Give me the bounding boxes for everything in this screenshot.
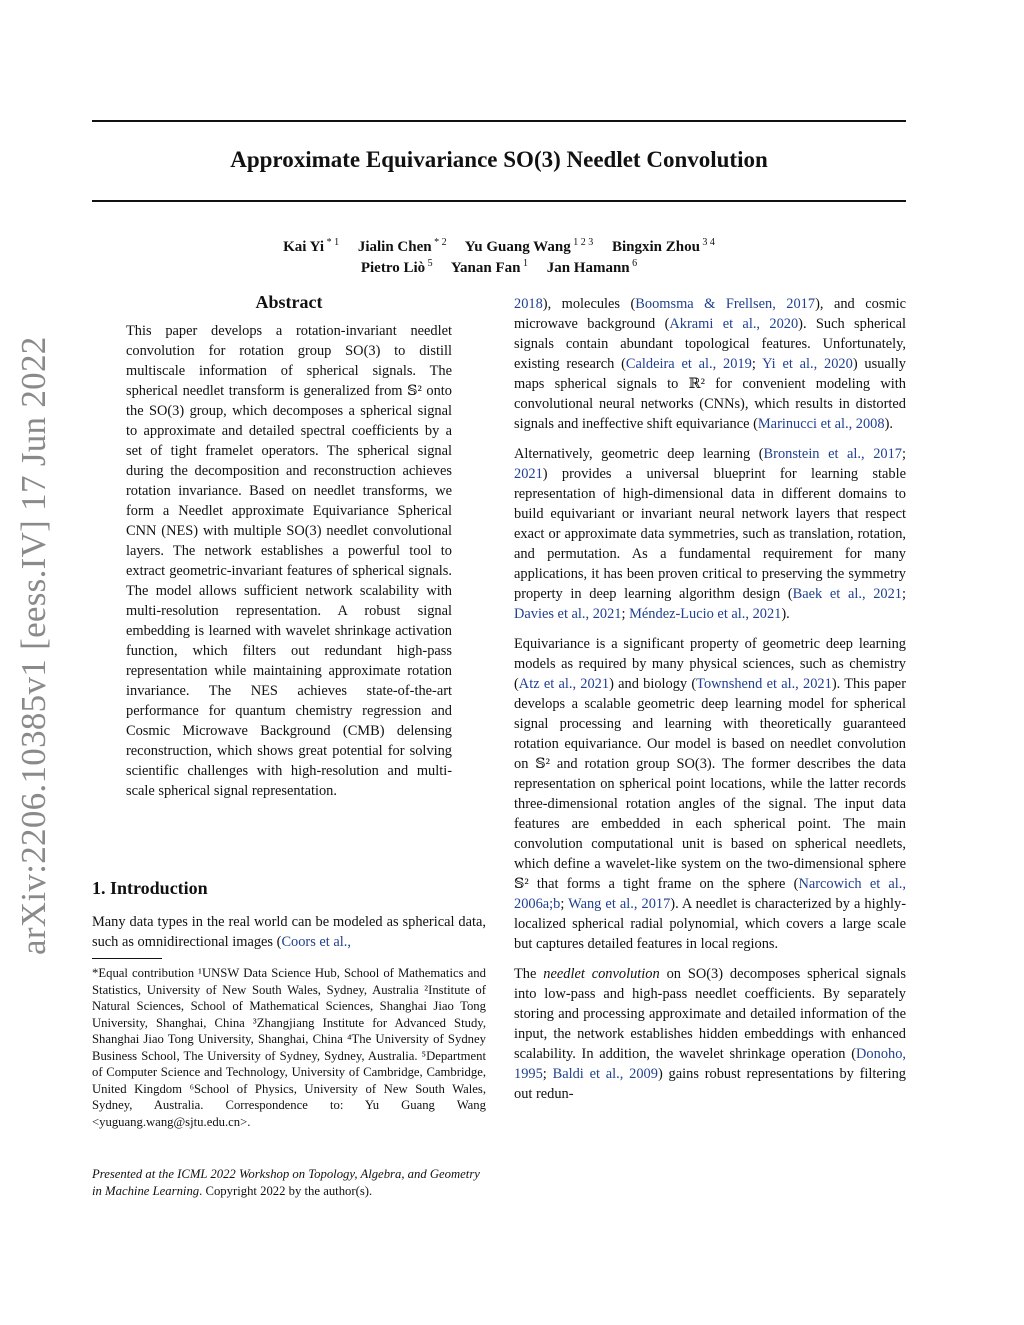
citation-link[interactable]: Bronstein et al., 2017 bbox=[763, 446, 902, 462]
author-affiliation: * 1 bbox=[324, 237, 340, 248]
author-name: Yu Guang Wang bbox=[464, 239, 571, 255]
text-run: ). bbox=[884, 416, 893, 432]
top-rule bbox=[92, 120, 906, 122]
citation-link[interactable]: Townshend et al., 2021 bbox=[696, 676, 832, 692]
arxiv-stamp: arXiv:2206.10385v1 [eess.IV] 17 Jun 2022 bbox=[14, 336, 53, 955]
citation-link[interactable]: Donoho, 1995 bbox=[514, 1046, 906, 1082]
text-run: ; bbox=[542, 1066, 553, 1082]
text-run: ), and cosmic microwave background ( bbox=[514, 296, 906, 332]
citation-link[interactable]: Atz et al., 2021 bbox=[518, 676, 610, 692]
right-column bbox=[514, 294, 906, 1114]
citation-link[interactable]: Baek et al., 2021 bbox=[792, 586, 903, 602]
paragraph bbox=[514, 444, 906, 624]
author-name: Pietro Liò bbox=[360, 260, 426, 276]
citation-link[interactable]: Wang et al., 2017 bbox=[568, 896, 671, 912]
text-run: ). Such spherical signals contain abundant topological features. Unfortunately, existing research ( bbox=[514, 316, 907, 372]
author-name: Jan Hamann bbox=[546, 260, 630, 276]
text-run: ). bbox=[781, 606, 790, 622]
text-run: on SO(3) decomposes spherical signals into low-pass and high-pass needlet coefficients. By separately storing and processing approximate and detailed information of the input, the network establishes hidden embeddings with enhanced scalability. In addition, the wavelet shrinkage operation ( bbox=[514, 966, 906, 1062]
abstract-text: This paper develops a rotation-invariant needlet convolution for rotation group SO(3) to distill multiscale information of spherical signals. The spherical needlet transform is generalized from 𝕊² onto the SO(3) group, which decomposes a spherical signal to approximate and detailed spectral coefficients by a set of tight framelet operators. The spherical signal during the decomposition and reconstruction achieves rotation invariance. Based on needlet transforms, we form a Needlet approximate Equivariance Spherical CNN (NES) with multiple SO(3) needlet convolutional layers. The network establishes a powerful tool to extract geometric-invariant features of spherical signals. The model allows sufficient network scalability with multi-resolution representation. A robust signal embedding is learned with wavelet shrinkage activation function, which filters out redundant high-pass representation while maintaining approximate rotation invariance. The NES achieves state-of-the-art performance for quantum chemistry regression and Cosmic Microwave Background (CMB) delensing reconstruction, which shows great potential for solving scientific challenges with high-resolution and multi-scale spherical signal representation. bbox=[126, 323, 452, 799]
text-run: ) and biology ( bbox=[609, 676, 697, 692]
text-run: ; bbox=[560, 896, 569, 912]
text-run: ). A needlet is characterized by a highly-localized spherical radial polynomial, which covers a large scale but captures detailed features in local regions. bbox=[514, 896, 906, 952]
footnote-rule bbox=[92, 958, 162, 959]
text-run: Alternatively, geometric deep learning ( bbox=[514, 446, 764, 462]
author-affiliation: 6 bbox=[629, 258, 638, 269]
paragraph bbox=[514, 634, 906, 954]
citation-link[interactable]: Coors et al., bbox=[281, 934, 351, 950]
text-run: ) usually maps spherical signals to ℝ² for convenient modeling with convolutional neural networks (CNNs), which results in distorted signals and ineffective shift equivariance ( bbox=[514, 356, 906, 432]
text-run: ; bbox=[902, 446, 906, 462]
authors-line-2 bbox=[92, 258, 906, 277]
author-affiliation: * 2 bbox=[431, 237, 447, 248]
author-name: Jialin Chen bbox=[357, 239, 432, 255]
text-run: ; bbox=[902, 586, 907, 602]
introduction-text bbox=[92, 912, 486, 952]
paper-title: Approximate Equivariance SO(3) Needlet Convolution bbox=[230, 147, 768, 172]
author-name: Bingxin Zhou bbox=[611, 239, 700, 255]
abstract-heading: Abstract bbox=[255, 292, 323, 312]
introduction-heading: 1. Introduction bbox=[92, 878, 208, 898]
text-run: ) provides a universal blueprint for learning stable representation of high-dimensional data in different domains to build equivariant or invariant neural network layers that respect exact or approximate data symmetries, such as translation, rotation, and permutation. As a fundamental requirement for many applications, it has been proven critical to preserving the symmetry property in deep learning algorithm design ( bbox=[514, 466, 906, 602]
author-name: Yanan Fan bbox=[450, 260, 521, 276]
citation-link[interactable]: Davies et al., 2021 bbox=[514, 606, 622, 622]
author-name: Kai Yi bbox=[283, 239, 325, 255]
citation-link[interactable]: Yi et al., 2020 bbox=[762, 356, 853, 372]
text-run: ). This paper develops a scalable geometric deep learning model for spherical signal processing and learning with theoretically guaranteed rotation equivariance. Our model is based on needlet convolution on 𝕊² and rotation group SO(3). The former describes the data representation on spherical point locations, while the latter records three-dimensional rotation angles of the signal. The input data features are embedded in each spherical point. The main convolution computational unit is based on spherical needlets, which define a wavelet-like system on the two-dimensional sphere 𝕊² that forms a tight frame on the sphere ( bbox=[514, 676, 906, 892]
citation-link[interactable]: Boomsma & Frellsen, 2017 bbox=[635, 296, 816, 312]
title-bottom-rule bbox=[92, 200, 906, 202]
text-run: ) gains robust representations by filtering out redun- bbox=[514, 1066, 906, 1102]
citation-link[interactable]: 2021 bbox=[514, 466, 543, 482]
citation-link[interactable]: 2018 bbox=[514, 296, 543, 312]
text-run: ; bbox=[621, 606, 630, 622]
paragraph bbox=[514, 964, 906, 1104]
citation-link[interactable]: Marinucci et al., 2008 bbox=[757, 416, 885, 432]
citation-link[interactable]: Akrami et al., 2020 bbox=[669, 316, 799, 332]
author-affiliation: 1 bbox=[520, 258, 528, 269]
text-run: The bbox=[514, 966, 544, 982]
citation-link[interactable]: Narcowich et al., 2006a;b bbox=[514, 876, 906, 912]
text-run: ; bbox=[751, 356, 763, 372]
authors-line-1 bbox=[92, 237, 906, 256]
copyright: . Copyright 2022 by the author(s). bbox=[199, 1184, 373, 1198]
affiliations-footnote: *Equal contribution ¹UNSW Data Science Hub, School of Mathematics and Statistics, University of New South Wales, Sydney, Australia ²Institute of Natural Sciences, School of Mathematical Sciences, Shanghai Jiao Tong University, Shanghai, China ³Zhangjiang Institute for Advanced Study, Shanghai Jiao Tong University, Shanghai, China ⁴The University of Sydney Business School, The University of Sydney, Sydney, Australia. ⁵Department of Computer Science and Technology, University of Cambridge, Cambridge, United Kingdom ⁶School of Physics, University of New South Wales, Sydney, Australia. Correspondence to: Yu Guang Wang <yuguang.wang@sjtu.edu.cn>. bbox=[92, 966, 486, 1129]
text-run: Equivariance is a significant property of geometric deep learning models as required by many physical sciences, such as chemistry ( bbox=[514, 636, 906, 692]
presented-note bbox=[92, 1166, 486, 1200]
citation-link[interactable]: Méndez-Lucio et al., 2021 bbox=[629, 606, 782, 622]
intro-start: Many data types in the real world can be modeled as spherical data, such as omnidirectional images ( bbox=[92, 914, 486, 950]
emphasis: needlet convolution bbox=[543, 966, 660, 982]
text-run: ), molecules ( bbox=[542, 296, 636, 312]
presented-venue: Presented at the ICML 2022 Workshop on Topology, Algebra, and Geometry in Machine Learning bbox=[92, 1167, 480, 1198]
author-affiliation: 5 bbox=[425, 258, 433, 269]
paragraph bbox=[514, 294, 906, 434]
citation-link[interactable]: Caldeira et al., 2019 bbox=[625, 356, 752, 372]
author-affiliation: 1 2 3 bbox=[570, 237, 594, 248]
author-affiliation: 3 4 bbox=[699, 237, 715, 248]
citation-link[interactable]: Baldi et al., 2009 bbox=[552, 1066, 658, 1082]
